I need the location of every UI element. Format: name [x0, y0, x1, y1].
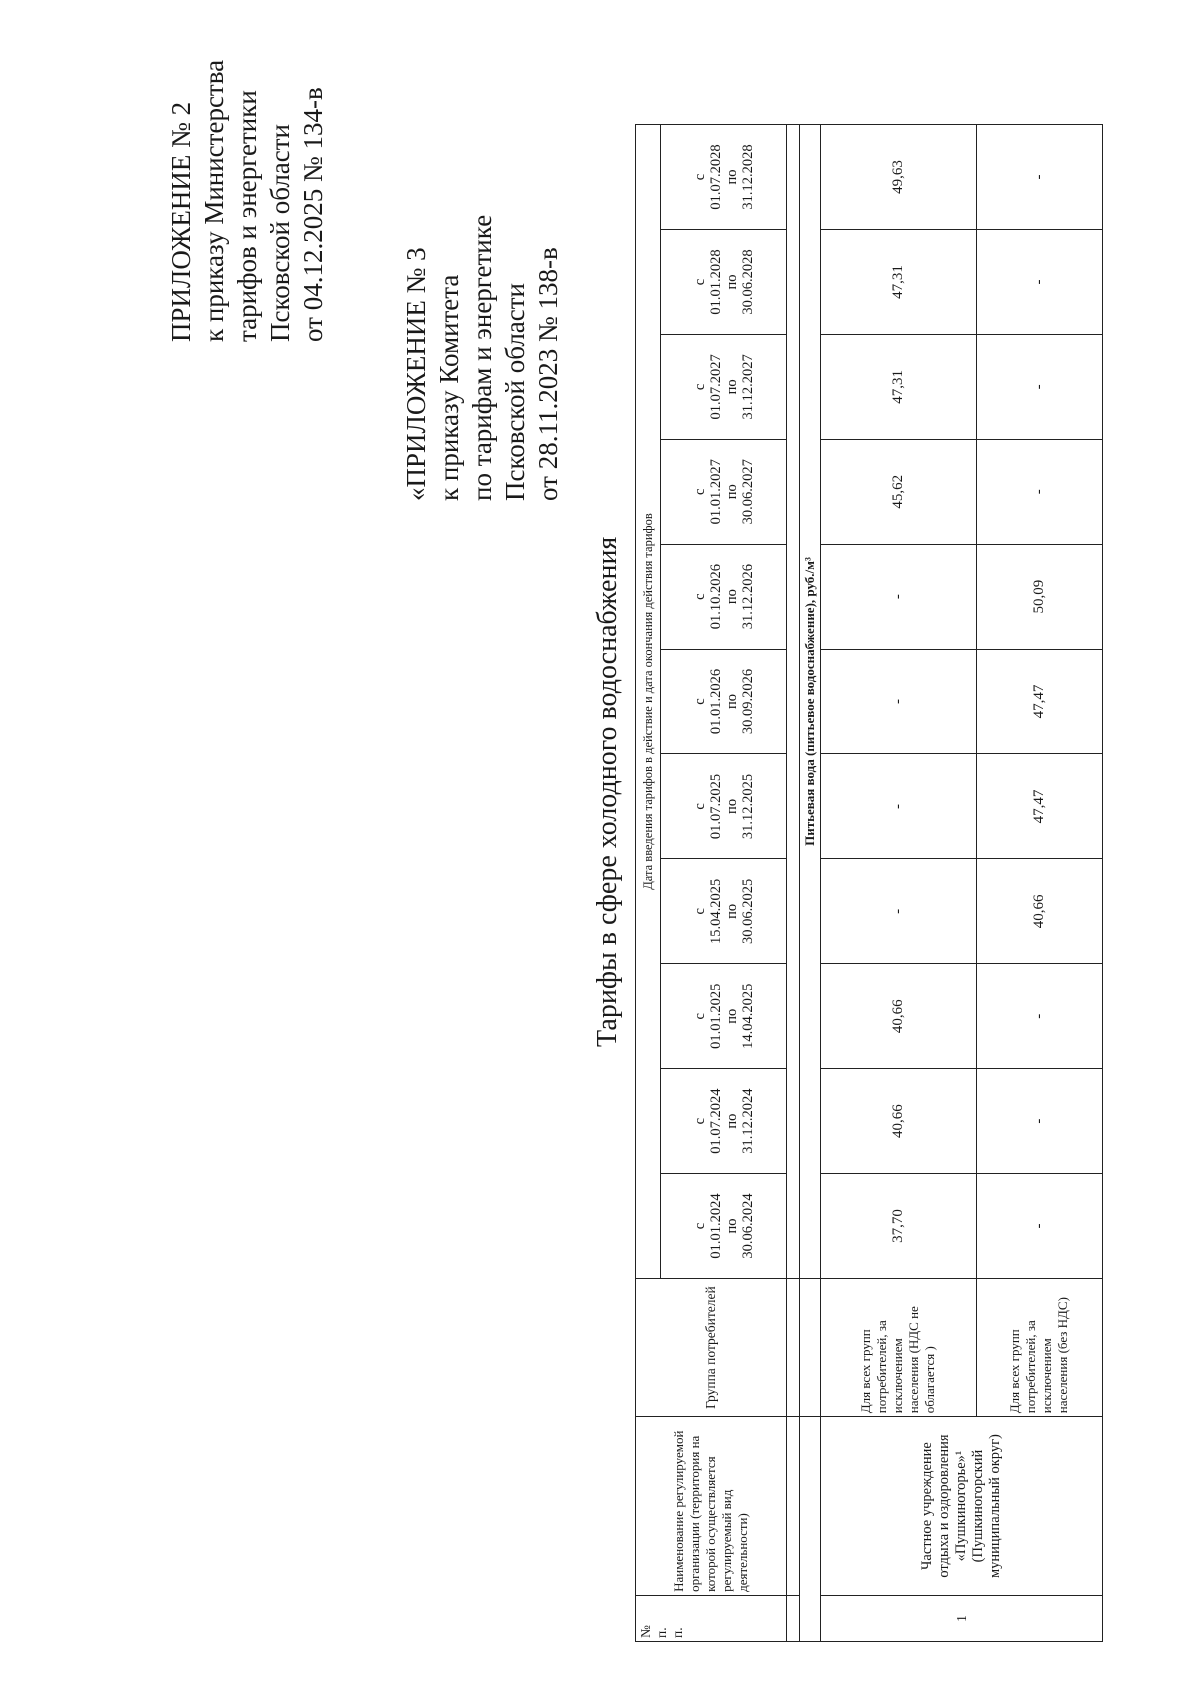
appendix-title: «ПРИЛОЖЕНИЕ № 3 — [401, 247, 431, 501]
table-row — [976, 125, 1102, 1642]
period-header: с 01.07.2027 по 31.12.2027 — [661, 334, 787, 439]
header-group: Группа потребителей — [636, 1278, 787, 1416]
appendix-line: по тарифам и энергетике — [467, 214, 497, 501]
tariff-value: - — [976, 439, 1102, 544]
appendix-original-header — [400, 201, 565, 501]
tariff-value: - — [976, 964, 1102, 1069]
section-heading: Питьевая вода (питьевое водоснабжение), руб./м³ — [800, 125, 821, 1279]
tariff-value: 49,63 — [821, 125, 977, 230]
period-header: с 15.04.2025 по 30.06.2025 — [661, 859, 787, 964]
tariff-value: - — [821, 649, 977, 754]
tariff-value: 45,62 — [821, 439, 977, 544]
tariff-value: - — [821, 754, 977, 859]
table-row — [821, 125, 977, 1642]
appendix-line: Псковской области — [265, 123, 295, 342]
appendix-date: от 28.11.2023 № 138-в — [533, 247, 563, 501]
row-number: 1 — [821, 1595, 1103, 1641]
appendix-line: Псковской области — [500, 282, 530, 501]
tariff-value: - — [976, 230, 1102, 335]
tariff-value: 40,66 — [821, 1069, 977, 1174]
header-num: № п. п. — [636, 1595, 787, 1641]
org-name: Частное учреждение отдыха и оздоровления «Пушкиногорье»¹ (Пушкиногорский муниципальный округ) — [821, 1417, 1103, 1596]
period-header: с 01.10.2026 по 31.12.2026 — [661, 544, 787, 649]
period-header: с 01.01.2027 по 30.06.2027 — [661, 439, 787, 544]
document-title: Тарифы в сфере холодного водоснабжения — [592, 536, 623, 1047]
period-header: с 01.07.2024 по 31.12.2024 — [661, 1069, 787, 1174]
period-header: с 01.01.2026 по 30.09.2026 — [661, 649, 787, 754]
tariff-value: 40,66 — [821, 964, 977, 1069]
spacer-row — [787, 125, 800, 1642]
consumer-group: Для всех групп потребителей, за исключением населения (НДС не облагается ) — [821, 1278, 977, 1416]
tariff-value: 37,70 — [821, 1174, 977, 1279]
appendix-line: к приказу Комитета — [434, 274, 464, 501]
period-header: с 01.01.2024 по 30.06.2024 — [661, 1174, 787, 1279]
tariff-value: 47,31 — [821, 230, 977, 335]
tariff-value: - — [821, 544, 977, 649]
tariff-value: 50,09 — [976, 544, 1102, 649]
tariff-value: - — [976, 1174, 1102, 1279]
header-dates: Дата введения тарифов в действие и дата окончания действия тарифов — [636, 125, 661, 1279]
appendix-line: к приказу Министерства — [199, 59, 229, 342]
tariff-table — [635, 124, 1103, 1642]
header-row — [636, 125, 661, 1642]
period-header: с 01.01.2025 по 14.04.2025 — [661, 964, 787, 1069]
tariff-value: - — [976, 125, 1102, 230]
tariff-value: - — [976, 334, 1102, 439]
tariff-value: 47,47 — [976, 754, 1102, 859]
tariff-value: - — [976, 1069, 1102, 1174]
tariff-value: 40,66 — [976, 859, 1102, 964]
header-org: Наименование регулируемой организации (территория на которой осуществляется регулируемый вид деятельности) — [636, 1417, 787, 1596]
section-row — [800, 125, 821, 1642]
tariff-value: 47,47 — [976, 649, 1102, 754]
period-header: с 01.07.2028 по 31.12.2028 — [661, 125, 787, 230]
consumer-group: Для всех групп потребителей, за исключением населения (без НДС) — [976, 1278, 1102, 1416]
appendix-date: от 04.12.2025 № 134-в — [298, 87, 328, 342]
tariff-value: - — [821, 859, 977, 964]
period-header: с 01.01.2028 по 30.06.2028 — [661, 230, 787, 335]
appendix-current-header — [165, 42, 330, 342]
appendix-title: ПРИЛОЖЕНИЕ № 2 — [166, 101, 196, 342]
appendix-line: тарифов и энергетики — [232, 90, 262, 342]
tariff-value: 47,31 — [821, 334, 977, 439]
period-header: с 01.07.2025 по 31.12.2025 — [661, 754, 787, 859]
